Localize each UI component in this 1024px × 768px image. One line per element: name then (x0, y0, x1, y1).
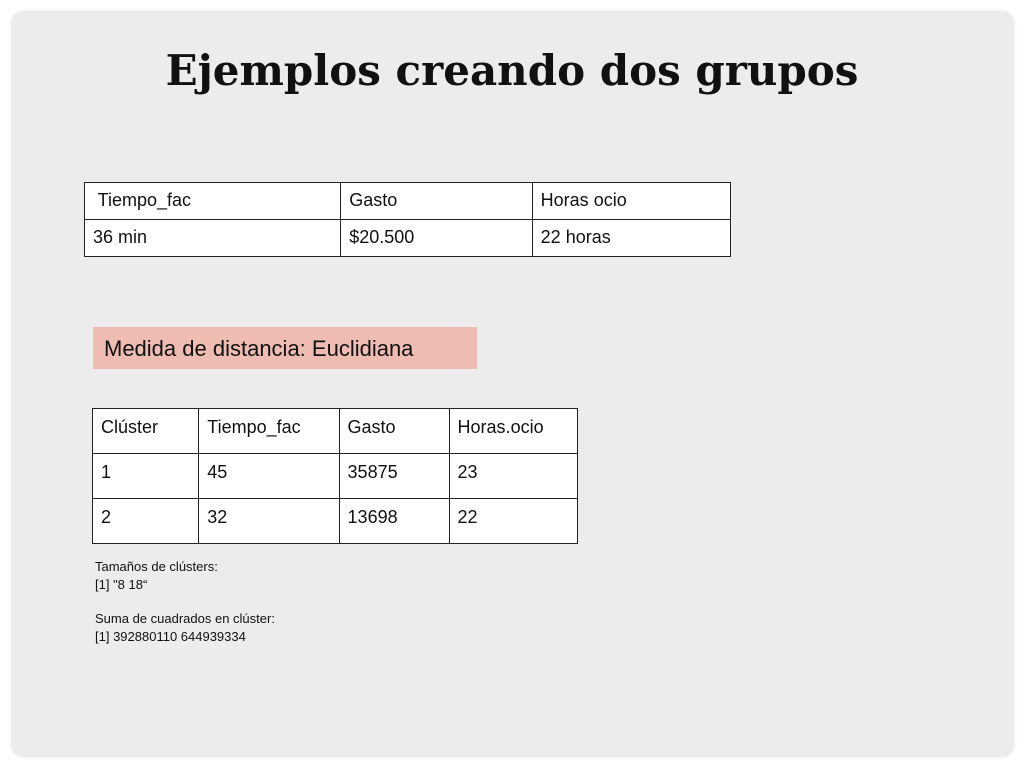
slide-title: Ejemplos creando dos grupos (165, 46, 859, 95)
header-cell: Horas ocio (532, 183, 730, 220)
table-cell: 23 (449, 454, 577, 499)
table-cell: $20.500 (341, 220, 532, 257)
header-cell: Horas.ocio (449, 409, 577, 454)
table-cell: 1 (93, 454, 199, 499)
sum-of-squares-block (95, 610, 275, 646)
cluster-sizes-value: [1] "8 18“ (95, 577, 148, 592)
header-cell: Gasto (339, 409, 449, 454)
table-cell: 22 (449, 499, 577, 544)
distance-measure-label: Medida de distancia: Euclidiana (93, 327, 477, 369)
table-cell: 36 min (85, 220, 341, 257)
header-cell: Clúster (93, 409, 199, 454)
table-header-row (93, 409, 578, 454)
input-table (84, 182, 731, 257)
table-cell: 45 (199, 454, 339, 499)
table-cell: 13698 (339, 499, 449, 544)
table-cell: 2 (93, 499, 199, 544)
table-cell: 35875 (339, 454, 449, 499)
header-cell: Tiempo_fac (85, 183, 341, 220)
sum-of-squares-value: [1] 392880110 644939334 (95, 629, 246, 644)
table-cell: 32 (199, 499, 339, 544)
header-cell: Gasto (341, 183, 532, 220)
cluster-table (92, 408, 578, 544)
table-row (85, 220, 731, 257)
header-cell: Tiempo_fac (199, 409, 339, 454)
cluster-sizes-block (95, 558, 275, 594)
table-header-row (85, 183, 731, 220)
sum-of-squares-label: Suma de cuadrados en clúster: (95, 611, 275, 626)
cluster-sizes-label: Tamaños de clústers: (95, 559, 218, 574)
table-cell: 22 horas (532, 220, 730, 257)
output-notes (95, 558, 275, 662)
table-row (93, 454, 578, 499)
table-row (93, 499, 578, 544)
